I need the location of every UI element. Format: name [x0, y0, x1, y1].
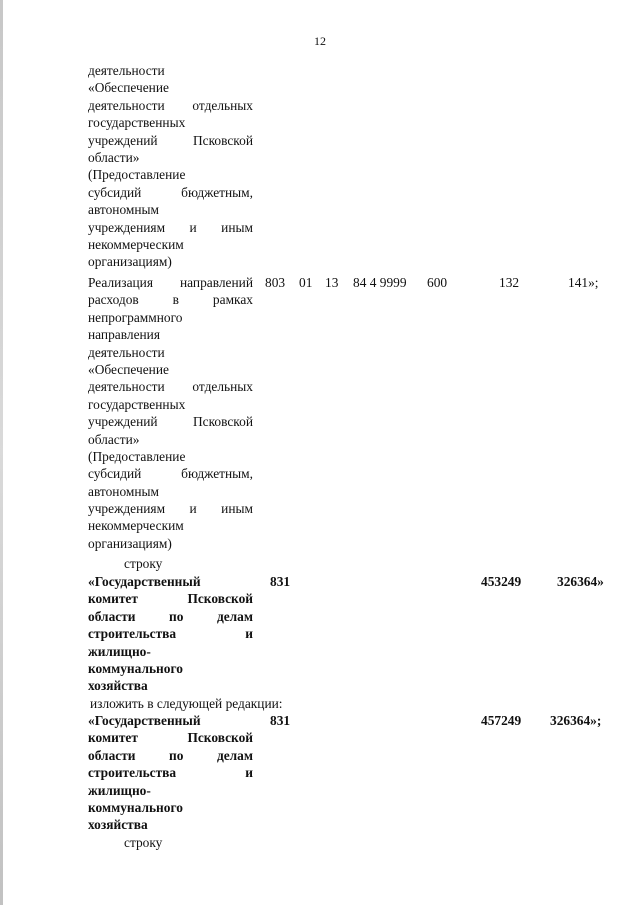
desc-line: автономным [88, 483, 160, 499]
desc-line: непрограммного [88, 309, 183, 325]
target-article: 84 4 9999 [353, 275, 407, 290]
amount-year-2: 141»; [568, 275, 599, 290]
label-stroku: строку [124, 835, 163, 850]
desc-line: (Предоставление [88, 167, 186, 183]
desc-line: учреждений Псковской [88, 414, 253, 430]
desc-line: хозяйства [88, 678, 148, 694]
desc-line: деятельности отдельных [88, 379, 253, 395]
row-description [88, 573, 253, 695]
desc-line: субсидий бюджетным, [88, 466, 253, 482]
desc-line: государственных [88, 396, 186, 412]
label-stroku: строку [124, 556, 163, 571]
row-description [88, 712, 253, 834]
desc-line: «Государственный [88, 574, 201, 589]
page-number: 12 [314, 34, 326, 48]
row-description [88, 274, 253, 552]
desc-line: «Обеспечение [88, 361, 169, 377]
desc-line: строительства и [88, 626, 253, 642]
desc-line: жилищно- [88, 782, 151, 798]
desc-line: области» [88, 431, 140, 447]
desc-line: некоммерческим [88, 236, 184, 252]
desc-line: «Государственный [88, 713, 201, 728]
desc-line: направления [88, 327, 161, 343]
desc-line: хозяйства [88, 817, 148, 833]
desc-line: коммунального [88, 660, 183, 676]
desc-line: организациям) [88, 535, 172, 551]
desc-line: области по делам [88, 608, 253, 624]
desc-line: некоммерческим [88, 518, 184, 534]
desc-line: Реализация направлений [88, 275, 253, 290]
desc-line: учреждениям и иным [88, 219, 253, 235]
desc-line: организациям) [88, 254, 172, 270]
desc-line: жилищно- [88, 643, 151, 659]
expense-type: 600 [427, 275, 448, 290]
desc-line: области» [88, 149, 140, 165]
section-code: 01 [299, 275, 313, 290]
desc-line: расходов в рамках [88, 292, 253, 308]
desc-line: субсидий бюджетным, [88, 184, 253, 200]
desc-line: строительства и [88, 765, 253, 781]
desc-line: деятельности отдельных [88, 97, 253, 113]
continuation-description [88, 62, 253, 271]
desc-line: области по делам [88, 747, 253, 763]
desc-line: автономным [88, 202, 160, 218]
ministry-code: 831 [270, 574, 291, 589]
replace-phrase: изложить в следующей редакции: [90, 696, 283, 711]
desc-line: коммунального [88, 799, 183, 815]
amount-year-2: 326364» [557, 574, 604, 589]
desc-line: государственных [88, 115, 186, 131]
scan-edge-shadow [0, 0, 3, 905]
amount-year-1: 132 [499, 275, 520, 290]
desc-line: комитет Псковской [88, 591, 253, 607]
desc-line: учреждений Псковской [88, 132, 253, 148]
desc-line: комитет Псковской [88, 730, 253, 746]
ministry-code: 831 [270, 713, 291, 728]
subsection-code: 13 [325, 275, 339, 290]
desc-line: (Предоставление [88, 448, 186, 464]
amount-year-2: 326364»; [550, 713, 602, 728]
desc-line: деятельности [88, 344, 165, 360]
amount-year-1: 453249 [481, 574, 522, 589]
desc-line: деятельности [88, 63, 165, 78]
amount-year-1: 457249 [481, 713, 522, 728]
ministry-code: 803 [265, 275, 286, 290]
desc-line: «Обеспечение [88, 80, 169, 96]
desc-line: учреждениям и иным [88, 501, 253, 517]
